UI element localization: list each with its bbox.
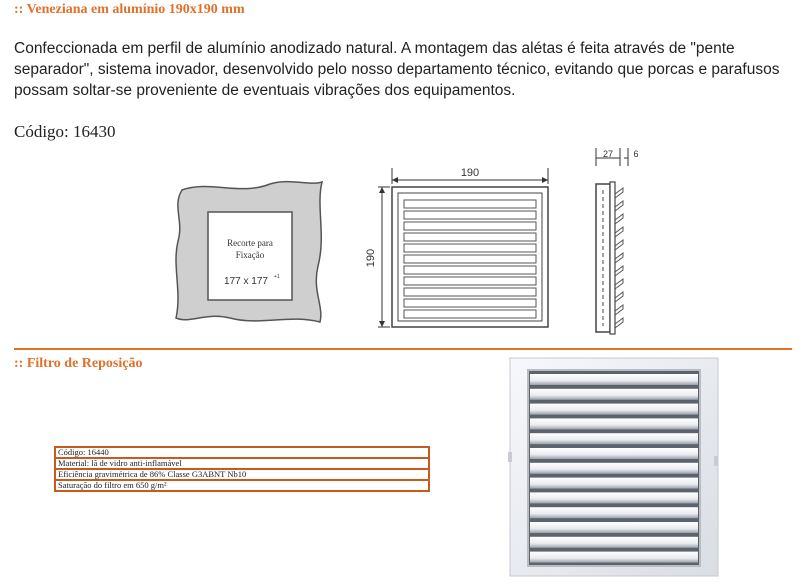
louver-slat: [404, 266, 536, 274]
louver-product-photo: [508, 356, 720, 578]
louver-slat: [404, 211, 536, 219]
photo-slat: [530, 492, 698, 503]
cutout-label-line2: Fixação: [235, 250, 265, 260]
side-slat: [615, 240, 623, 250]
louver-slat: [404, 277, 536, 285]
section-divider: [14, 348, 792, 350]
cutout-label-line1: Recorte para: [227, 238, 273, 248]
spec-cell: Material: lã de vidro anti-inflamável: [55, 458, 429, 469]
louver-slat: [404, 299, 536, 307]
photo-slat: [530, 522, 698, 533]
spec-row: [55, 480, 429, 491]
spec-row: [55, 447, 429, 458]
side-view-diagram: [580, 146, 650, 338]
product-description: Confeccionada em perfil de alumínio anodizado natural. A montagem das alétas é feita através de "pente separador", sistema inovador, desenvolvido pelo nosso departamento técnico, evitando que porcas e parafusos possam soltar-se proveniente de eventuais vibrações dos equipamentos.: [14, 40, 780, 99]
side-slat: [615, 318, 623, 328]
side-slat: [615, 266, 623, 276]
width-dimension-label: 190: [460, 167, 480, 179]
front-view-diagram: [360, 162, 556, 334]
photo-slat: [530, 552, 698, 563]
cutout-diagram: [170, 176, 330, 326]
side-slat: [615, 188, 623, 198]
depth-dimension-label: 27: [602, 149, 614, 159]
louver-slat: [404, 200, 536, 208]
spec-cell: Eficiência gravimétrica de 86% Classe G3ABNT Nb10: [55, 469, 429, 480]
side-slat: [615, 292, 623, 302]
cutout-dimensions: 177 x 177: [224, 276, 268, 287]
spec-cell: Código: 16440: [55, 447, 429, 458]
photo-slat: [530, 418, 698, 429]
spec-row: [55, 469, 429, 480]
photo-slat: [530, 537, 698, 548]
cutout-tolerance: +1: [274, 274, 280, 280]
louver-slat: [404, 233, 536, 241]
spec-cell: Saturação do filtro em 650 g/m²: [55, 480, 429, 491]
louver-slat: [404, 222, 536, 230]
louver-slat: [404, 255, 536, 263]
lip-dimension-label: 6: [633, 149, 639, 159]
photo-slat: [530, 448, 698, 459]
louver-slat: [404, 244, 536, 252]
photo-slat: [530, 389, 698, 400]
side-slat: [615, 214, 623, 224]
photo-slat: [530, 433, 698, 444]
side-slat: [615, 253, 623, 263]
product-code: Código: 16430: [14, 122, 116, 141]
section-title-veneziana: :: Veneziana em alumínio 190x190 mm: [14, 2, 245, 17]
photo-slat: [530, 507, 698, 518]
photo-slat: [530, 478, 698, 489]
louver-slat: [404, 288, 536, 296]
section-title-filtro: :: Filtro de Reposição: [14, 356, 143, 371]
side-slat: [615, 305, 623, 315]
side-slat: [615, 227, 623, 237]
spec-row: [55, 458, 429, 469]
height-dimension-label: 190: [365, 248, 377, 268]
photo-slat: [530, 404, 698, 415]
filter-spec-table: [54, 446, 430, 492]
photo-slat: [530, 374, 698, 385]
side-profile-flange: [610, 182, 615, 334]
louver-slat: [404, 310, 536, 318]
side-slat: [615, 201, 623, 211]
photo-slat: [530, 463, 698, 474]
side-slat: [615, 279, 623, 289]
